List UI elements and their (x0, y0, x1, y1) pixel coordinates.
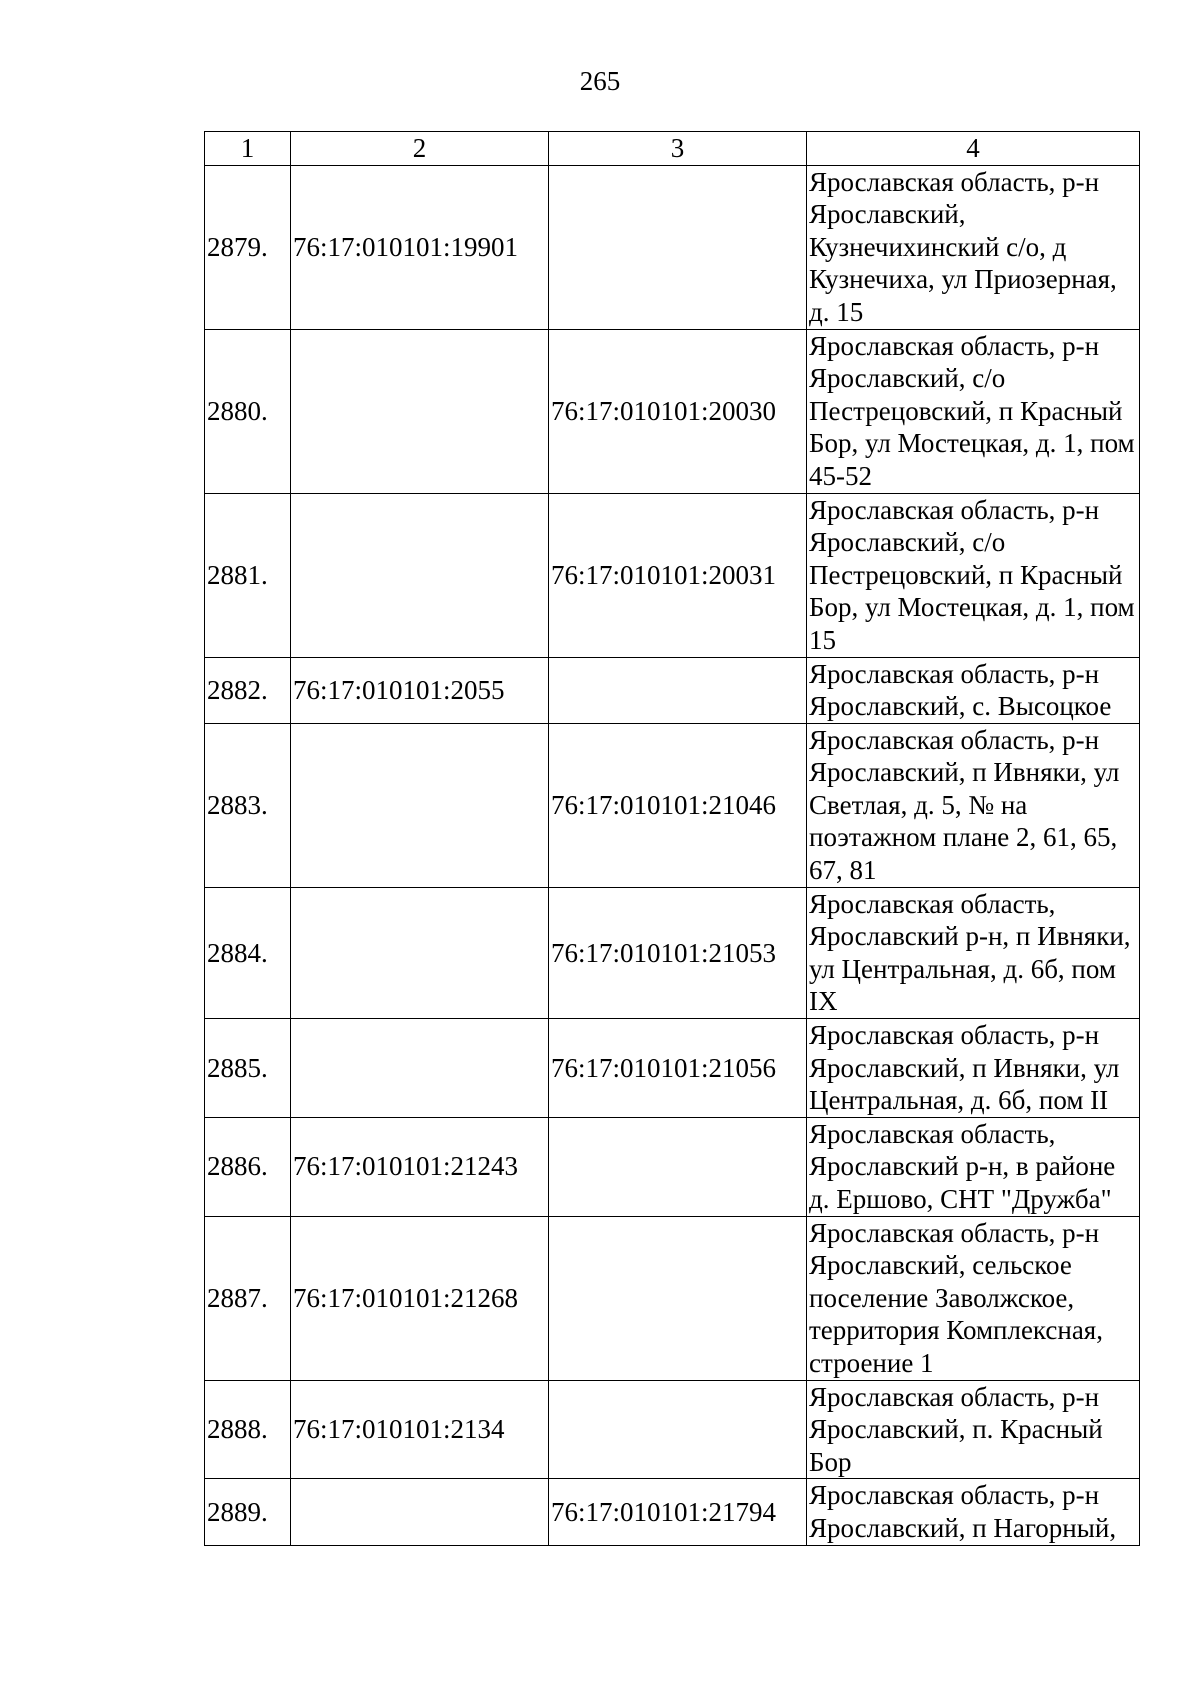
cadastral-number-premises-cell (549, 165, 807, 329)
cadastral-number-premises-cell (549, 657, 807, 723)
table-row (205, 1019, 1140, 1118)
table-row (205, 657, 1140, 723)
cadastral-number-cell (291, 1019, 549, 1118)
row-number-cell: 2889. (205, 1479, 291, 1545)
address-cell: Ярославская область, р-н Ярославский, с/о Пестрецовский, п Красный Бор, ул Мостецкая, д. 1, пом 45-52 (807, 329, 1140, 493)
address-cell: Ярославская область, р-н Ярославский, п Ивняки, ул Светлая, д. 5, № на поэтажном плане 2, 61, 65, 67, 81 (807, 723, 1140, 887)
registry-table-body (205, 132, 1140, 1546)
table-row (205, 723, 1140, 887)
cadastral-number-cell: 76:17:010101:19901 (291, 165, 549, 329)
cadastral-number-cell: 76:17:010101:21268 (291, 1216, 549, 1380)
table-row (205, 1117, 1140, 1216)
address-cell: Ярославская область, Ярославский р-н, в районе д. Ершово, СНТ "Дружба" (807, 1117, 1140, 1216)
address-cell: Ярославская область, р-н Ярославский, п. Красный Бор (807, 1380, 1140, 1479)
registry-table (204, 131, 1140, 1546)
cadastral-number-cell: 76:17:010101:2055 (291, 657, 549, 723)
address-cell: Ярославская область, Ярославский р-н, п Ивняки, ул Центральная, д. 6б, пом IX (807, 887, 1140, 1018)
row-number-cell: 2883. (205, 723, 291, 887)
cadastral-number-cell (291, 493, 549, 657)
cadastral-number-cell (291, 887, 549, 1018)
address-cell: Ярославская область, р-н Ярославский, сельское поселение Заволжское, территория Комплексная, строение 1 (807, 1216, 1140, 1380)
row-number-cell: 2886. (205, 1117, 291, 1216)
table-row (205, 887, 1140, 1018)
cadastral-number-premises-cell: 76:17:010101:21053 (549, 887, 807, 1018)
column-header-4: 4 (807, 132, 1140, 166)
address-cell: Ярославская область, р-н Ярославский, с. Высоцкое (807, 657, 1140, 723)
table-row (205, 493, 1140, 657)
cadastral-number-premises-cell: 76:17:010101:21056 (549, 1019, 807, 1118)
address-cell: Ярославская область, р-н Ярославский, Кузнечихинский с/о, д Кузнечиха, ул Приозерная, д. 15 (807, 165, 1140, 329)
row-number-cell: 2887. (205, 1216, 291, 1380)
address-cell: Ярославская область, р-н Ярославский, п Ивняки, ул Центральная, д. 6б, пом II (807, 1019, 1140, 1118)
column-header-1: 1 (205, 132, 291, 166)
address-cell: Ярославская область, р-н Ярославский, с/о Пестрецовский, п Красный Бор, ул Мостецкая, д. 1, пом 15 (807, 493, 1140, 657)
row-number-cell: 2884. (205, 887, 291, 1018)
cadastral-number-premises-cell: 76:17:010101:21046 (549, 723, 807, 887)
table-row (205, 1479, 1140, 1545)
cadastral-number-premises-cell: 76:17:010101:21794 (549, 1479, 807, 1545)
table-row (205, 1216, 1140, 1380)
table-row (205, 165, 1140, 329)
cadastral-number-premises-cell: 76:17:010101:20030 (549, 329, 807, 493)
row-number-cell: 2888. (205, 1380, 291, 1479)
cadastral-number-premises-cell (549, 1380, 807, 1479)
cadastral-number-premises-cell (549, 1216, 807, 1380)
column-header-2: 2 (291, 132, 549, 166)
row-number-cell: 2882. (205, 657, 291, 723)
row-number-cell: 2879. (205, 165, 291, 329)
table-row (205, 1380, 1140, 1479)
page-number: 265 (579, 66, 621, 96)
cadastral-number-cell (291, 723, 549, 887)
table-row (205, 329, 1140, 493)
cadastral-number-cell (291, 329, 549, 493)
row-number-cell: 2880. (205, 329, 291, 493)
column-header-3: 3 (549, 132, 807, 166)
cadastral-number-cell: 76:17:010101:21243 (291, 1117, 549, 1216)
cadastral-number-cell: 76:17:010101:2134 (291, 1380, 549, 1479)
cadastral-number-premises-cell: 76:17:010101:20031 (549, 493, 807, 657)
cadastral-number-premises-cell (549, 1117, 807, 1216)
cadastral-number-cell (291, 1479, 549, 1545)
row-number-cell: 2885. (205, 1019, 291, 1118)
table-header-row (205, 132, 1140, 166)
row-number-cell: 2881. (205, 493, 291, 657)
address-cell: Ярославская область, р-н Ярославский, п Нагорный, (807, 1479, 1140, 1545)
